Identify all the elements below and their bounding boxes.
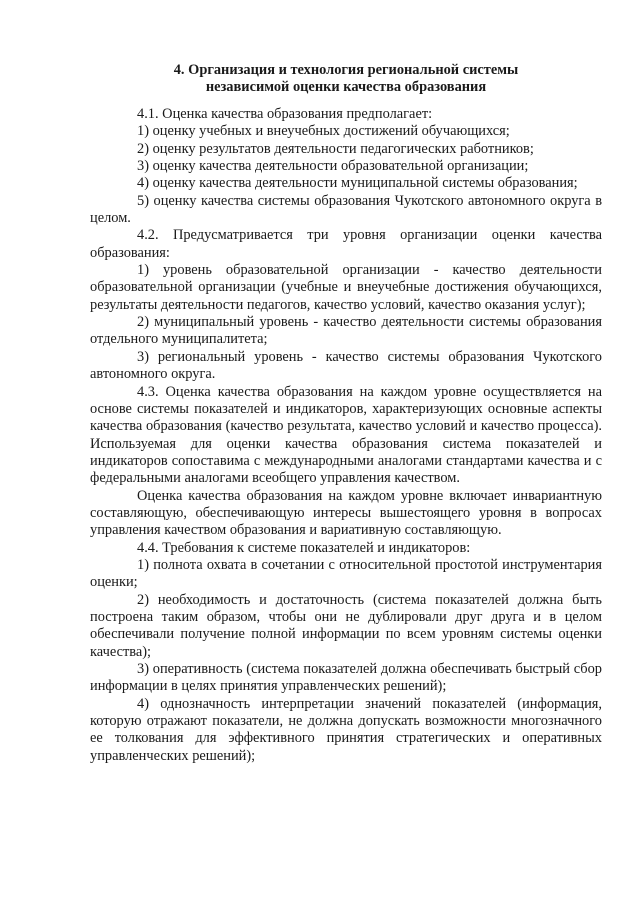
list-item-4-4-4: 4) однозначность интерпретации значений показателей (информация, которую отражают показатели, не должна допускать возможности многозначного ее толкования для эффективного принятия стратегических и оперативных управленческих решений);	[90, 695, 602, 764]
paragraph-4-4: 4.4. Требования к системе показателей и индикаторов:	[137, 539, 471, 556]
list-item-4-4-1: 1) полнота охвата в сочетании с относительной простотой инструментария оценки;	[90, 556, 602, 591]
list-item-4-4-3: 3) оперативность (система показателей должна обеспечивать быстрый сбор информации в целях принятия управленческих решений);	[90, 661, 602, 695]
list-item-4-2-1: 1) уровень образовательной организации - качество деятельности образовательной организации (учебные и внеучебные достижения обучающихся, результаты деятельности педагогов, качество условий, качество оказания услуг);	[90, 262, 602, 313]
list-item-4-1-2: 2) оценку результатов деятельности педагогических работников;	[137, 140, 534, 157]
list-item-4-1-3: 3) оценку качества деятельности образовательной организации;	[137, 158, 529, 175]
document-page	[90, 62, 602, 765]
section-heading-line-2: независимой оценки качества образования	[205, 79, 487, 95]
list-item-4-2-3: 3) региональный уровень - качество системы образования Чукотского автономного округа.	[90, 348, 602, 383]
list-item-4-4-2: 2) необходимость и достаточность (система показателей должна быть построена таким образом, чтобы они не дублировали друг друга и в целом обеспечивали получение полной информации по всем уровням системы оценки качества);	[90, 591, 602, 660]
section-heading	[90, 62, 602, 96]
list-item-4-1-1: 1) оценку учебных и внеучебных достижений обучающихся;	[137, 123, 510, 140]
section-heading-line-1: 4. Организация и технология региональной системы	[173, 62, 519, 78]
paragraph-4-2: 4.2. Предусматривается три уровня организации оценки качества образования:	[90, 227, 602, 261]
list-item-4-1-5: 5) оценку качества системы образования Чукотского автономного округа в целом.	[90, 192, 602, 227]
list-item-4-2-2: 2) муниципальный уровень - качество деятельности системы образования отдельного муниципалитета;	[90, 314, 602, 348]
paragraph-4-3-cont: Оценка качества образования на каждом уровне включает инвариантную составляющую, обеспечивающую интересы вышестоящего уровня в вопросах управления качеством образования и вариативную составляющую.	[90, 487, 602, 539]
list-item-4-1-4: 4) оценку качества деятельности муниципальной системы образования;	[137, 175, 578, 192]
paragraph-4-3: 4.3. Оценка качества образования на каждом уровне осуществляется на основе системы показателей и индикаторов, характеризующих основные аспекты качества образования (качество результата, качество условий и качество процесса). Используемая для оценки качества образования система показателей и индикаторов сопоставима с международными аналогами стандартами качества и с федеральными аналогами всеобщего управления качеством.	[90, 383, 602, 487]
paragraph-4-1: 4.1. Оценка качества образования предполагает:	[137, 106, 433, 122]
